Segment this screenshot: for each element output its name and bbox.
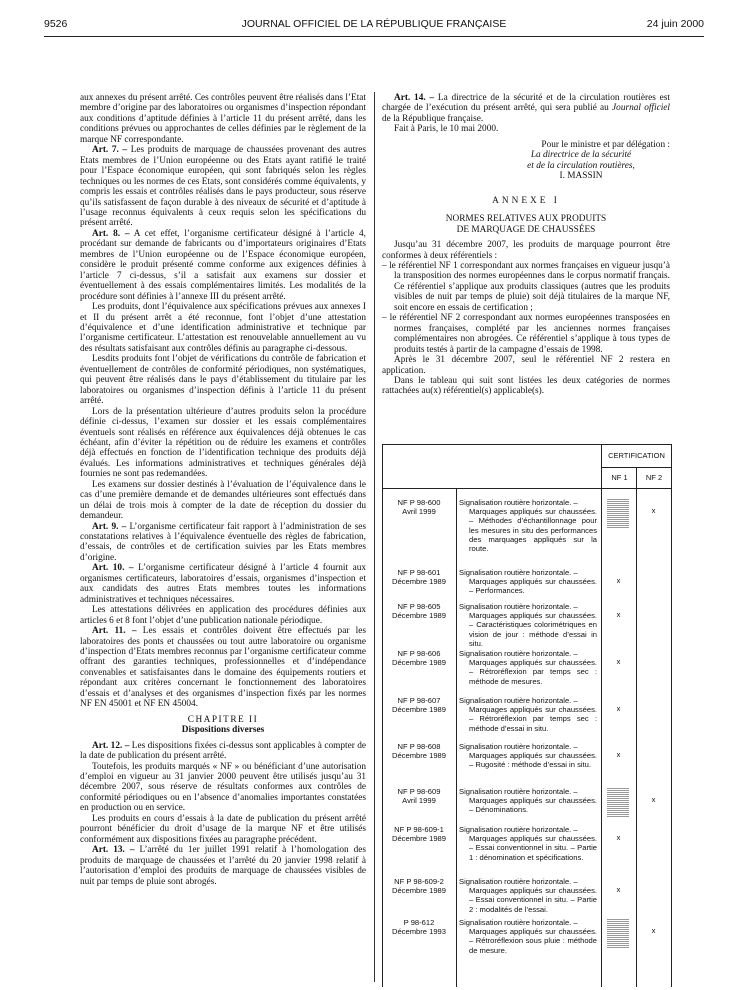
norm-description	[459, 742, 597, 770]
norm-reference	[383, 742, 455, 760]
norm-code: NF P 98-607	[397, 696, 441, 705]
hatched-cell	[607, 498, 629, 528]
norm-code: NF P 98-609	[397, 787, 441, 796]
paragraph: Jusqu’au 31 décembre 2007, les produits de marquage pourront être conformes à deux référentiels :	[382, 240, 670, 261]
norm-reference	[383, 877, 455, 895]
norm-code: NF P 98-600	[397, 498, 441, 507]
article-12	[80, 741, 366, 762]
table-row	[383, 787, 671, 821]
description-title: Signalisation routière horizontale. –	[459, 498, 578, 507]
article-label: Art. 11. –	[92, 626, 137, 637]
table-row	[383, 602, 671, 646]
norm-code: NF P 98-605	[397, 602, 441, 611]
norm-reference	[383, 602, 455, 620]
paragraph: Les attestations délivrées en application des procédures définies aux articles 6 et 8 font l’objet d’une publication nationale périodique.	[80, 605, 366, 626]
paragraph: Les produits, dont l’équivalence aux spécifications prévues aux annexes I et II du présent arrêt a été reconnue, font l’objet d’une attestation d’équivalence et d’une identification administrative et technique par l’organisme certificateur. L’attestation est renouvelable annuellement au vu des résultats satisfaisant aux contrôles définis au paragraphe ci-dessous.	[80, 302, 366, 354]
norm-date: Décembre 1989	[391, 705, 447, 715]
signature-line: et de la circulation routières,	[527, 160, 635, 171]
article-label: Art. 13. –	[92, 845, 135, 856]
description-detail: Marquages appliqués sur chaussées. – Méthodes d’échantillonnage pour les mesures in situ des performances des marquages appliqués sur la route.	[469, 507, 597, 554]
article-8	[80, 229, 366, 302]
article-text: Les essais et contrôles doivent être effectués par les laboratoires des ponts et chaussées ou tout autre laboratoire ou organisme d’inspection d’Etats membres reconnus par l’organisme certificateur comme offrant des garanties techniques, professionnelles et d’indépendance convenables et satisfaisantes dans le domaine des équipements routiers et répondant aux critères concernant le fonctionnement des laboratoires d’essais et d’analyses et des organismes d’inspection fixés par les normes NF EN 45001 et NF EN 45004.	[80, 626, 367, 710]
norm-date: Décembre 1989	[391, 751, 447, 761]
column-divider	[374, 92, 375, 982]
place-date: Fait à Paris, le 10 mai 2000.	[394, 124, 499, 135]
paragraph: Les examens sur dossier destinés à l’évaluation de l’équivalence dans le cas d’une première demande et de demandes ultérieures sont effectués dans un délai de trois mois à compter de la date de réception du dossier du demandeur.	[80, 479, 366, 522]
description-detail: Marquages appliqués sur chaussées. – Rugosité : méthode d’essai in situ.	[469, 751, 597, 770]
list-item: – le référentiel NF 1 correspondant aux normes françaises en vigueur jusqu’à la transposition des normes européennes dans le corpus normatif français. Ce référentiel s’applique aux produits classiques (autres que les produits visibles de nuit par temps de pluie) soit déjà titulaires de la marque NF, soit encore en essais de certification ;	[382, 260, 670, 313]
description-title: Signalisation routière horizontale. –	[459, 825, 578, 834]
norm-date: Décembre 1989	[391, 611, 447, 621]
norm-description	[459, 825, 597, 862]
article-label: Art. 7. –	[92, 145, 128, 156]
nf1-mark: x	[616, 657, 621, 666]
nf1-mark: x	[616, 885, 621, 894]
article-text: A cet effet, l’organisme certificateur désigné à l’article 4, procédant sur demande de fabricants ou d’importateurs originaires d’Etats membres de l’Union européenne ou de l’Espace économique européen, considère le produit présenté comme conforme aux exigences définies à l’article 7 ci-dessus, s’il a satisfait aux examens sur dossier et éventuellement à des essais complémentaires limités. Les modalités de la procédure sont définies à l’annexe III du présent arrêté.	[80, 228, 366, 302]
norm-date: Décembre 1989	[391, 577, 447, 587]
journal-reference: Journal officiel	[612, 103, 671, 114]
left-column	[80, 93, 366, 887]
article-13	[80, 845, 366, 887]
hatched-cell	[607, 918, 629, 948]
norm-code: NF P 98-606	[397, 649, 441, 658]
referentiel-list	[382, 261, 670, 355]
signature-line: Pour le ministre et par délégation :	[541, 139, 670, 150]
article-text: L’arrêté du 1er juillet 1991 relatif à l’homologation des produits de marquage de chaussées et l’arrêté du 20 janvier 1998 relatif à l’autorisation d’emploi des produits de marquage de chaussées visibles de nuit par temps de pluie sont abrogés.	[80, 845, 366, 887]
paragraph: Toutefois, les produits marqués « NF » ou bénéficiant d’une autorisation d’emploi en vigueur au 31 janvier 2000 peuvent être utilisés jusqu’au 31 décembre 2007, sous réserve de résultats conformes aux contrôles de conformité périodiques ou en l’absence d’anomalies importantes constatées en production ou en service.	[80, 761, 366, 814]
article-text: L’organisme certificateur fait rapport à l’administration de ses constatations relatives à l’équivalence éventuelle des règles de fabrication, d’essais, de contrôles et de certification suivies par les Etats membres d’origine.	[80, 521, 367, 563]
article-label: Art. 14. –	[394, 93, 435, 103]
norm-date: Décembre 1989	[391, 886, 447, 896]
certification-header: CERTIFICATION	[601, 445, 671, 468]
norm-date: Décembre 1989	[391, 834, 447, 844]
paragraph: Les produits en cours d’essais à la date de publication du présent arrêté pourront bénéficier du droit d’usage de la marque NF et être utilisés conformément aux dispositions fixées au paragraphe précédent.	[80, 813, 366, 845]
norm-reference	[383, 696, 455, 714]
nf2-mark: x	[651, 926, 656, 935]
nf1-mark: x	[616, 750, 621, 759]
article-text: Les produits de marquage de chaussées provenant des autres Etats membres de l’Union européenne ou des Etats ayant ratifié le traité pour l’Espace économique européen, qui sont fabriqués selon les règles techniques ou les normes de ces Etats, sont considérés comme équivalents, y compris les essais et contrôles réalisés dans le pays producteur, sous réserve qu’ils satisfassent de façon durable à des niveaux de sécurité et d’aptitude à l’usage reconnus équivalents à ceux requis selon les spécifications du présent arrêté.	[80, 145, 366, 229]
description-detail: Marquages appliqués sur chaussées. – Essai conventionnel in situ. – Partie 2 : modalités de l’essai.	[469, 886, 597, 914]
signature-line: La directrice de la sécurité	[530, 150, 632, 161]
nf1-mark: x	[616, 576, 621, 585]
list-item: – le référentiel NF 2 correspondant aux normes européennes transposées en normes françaises, complété par les anciennes normes françaises complémentaires non abrogées. Ce référentiel s’applique à tous types de produits testés à partir de la campagne d’essais de 1998.	[382, 313, 670, 355]
table-header	[383, 445, 671, 489]
description-title: Signalisation routière horizontale. –	[459, 742, 578, 751]
table-row	[383, 742, 671, 784]
hatched-cell	[607, 787, 629, 817]
annex-heading: NORMES RELATIVES AUX PRODUITS	[445, 214, 607, 225]
norm-code: NF P 98-608	[397, 742, 441, 751]
table-row	[383, 696, 671, 740]
article-9	[80, 522, 366, 564]
paragraph: Lors de la présentation ultérieure d’autres produits selon la procédure définie ci-dessus, l’examen sur dossier et les essais complémentaires éventuels sont réalisés en référence aux équivalences déjà obtenues le cas échéant, afin d’éviter la répétition ou de réduire les examens et contrôles déjà effectués en fonction de l’identification technique des produits déjà évalués. Les informations administratives et techniques générales déjà fournies ne sont pas redemandées.	[80, 406, 366, 480]
paragraph: Lesdits produits font l’objet de vérifications du contrôle de fabrication et éventuellement de contrôles de conformité périodiques, non systématiques, qui peuvent être réalisés dans le pays d’établissement du titulaire par les laboratoires ou organismes d’inspection définis à l’article 11 du présent arrêté.	[80, 354, 366, 407]
article-7	[80, 145, 366, 229]
description-detail: Marquages appliqués sur chaussées. – Rétroréflexion par temps sec : méthode d’essai in situ.	[469, 705, 597, 733]
norm-description	[459, 602, 597, 648]
article-label: Art. 10. –	[92, 563, 134, 574]
header-rule	[44, 36, 704, 37]
norm-code: NF P 98-609-1	[394, 825, 444, 834]
norm-reference	[383, 918, 455, 936]
table-row	[383, 649, 671, 693]
description-title: Signalisation routière horizontale. –	[459, 649, 578, 658]
nf2-header: NF 2	[636, 467, 671, 488]
table-row	[383, 498, 671, 560]
nf1-mark: x	[616, 704, 621, 713]
norm-description	[459, 696, 597, 733]
norm-description	[459, 568, 597, 596]
table-row	[383, 825, 671, 873]
norm-reference	[383, 825, 455, 843]
table-row	[383, 918, 671, 968]
norm-description	[459, 787, 597, 815]
description-detail: Marquages appliqués sur chaussées. – Caractéristiques colorimétriques en vision de jour : méthode d’essai in situ.	[469, 611, 597, 648]
annex-title: ANNEXE I	[492, 195, 560, 206]
page-header	[44, 18, 704, 34]
norm-description	[459, 649, 597, 686]
article-text: Les dispositions fixées ci-dessus sont applicables à compter de la date de publication du présent arrêté.	[80, 740, 366, 762]
issue-date: 24 juin 2000	[646, 18, 704, 30]
norm-description	[459, 877, 597, 914]
norm-date: Décembre 1989	[391, 658, 447, 668]
norm-reference	[383, 498, 455, 516]
article-label: Art. 8. –	[92, 228, 130, 239]
article-11	[80, 626, 366, 710]
journal-title: JOURNAL OFFICIEL DE LA RÉPUBLIQUE FRANÇAISE	[241, 18, 507, 30]
article-label: Art. 12. –	[92, 740, 130, 751]
norm-code: NF P 98-609-2	[394, 877, 444, 886]
table-row	[383, 568, 671, 598]
norm-date: Décembre 1993	[391, 927, 447, 937]
norm-reference	[383, 787, 455, 805]
description-detail: Marquages appliqués sur chaussées. – Essai conventionnel in situ. – Partie 1 : dénomination et spécifications.	[469, 834, 597, 862]
norm-date: Avril 1999	[402, 796, 436, 806]
description-detail: Marquages appliqués sur chaussées. – Dénominations.	[469, 796, 597, 815]
nf2-mark: x	[651, 506, 656, 515]
annex-heading: DE MARQUAGE DE CHAUSSÉES	[456, 224, 596, 235]
description-title: Signalisation routière horizontale. –	[459, 877, 578, 886]
norm-description	[459, 918, 597, 955]
nf1-mark: x	[616, 610, 621, 619]
description-title: Signalisation routière horizontale. –	[459, 918, 578, 927]
signatory-name: I. MASSIN	[559, 171, 603, 182]
description-title: Signalisation routière horizontale. –	[459, 696, 578, 705]
description-detail: Marquages appliqués sur chaussées. – Rétroréflexion sous pluie : méthode de mesure.	[469, 927, 597, 955]
nf1-mark: x	[616, 833, 621, 842]
chapter-number: CHAPITRE II	[187, 714, 259, 725]
article-label: Art. 9. –	[92, 521, 127, 532]
article-10	[80, 563, 366, 605]
page-number: 9526	[44, 18, 68, 30]
norm-reference	[383, 568, 455, 586]
chapter-title: Dispositions diverses	[181, 725, 265, 736]
right-column	[382, 93, 670, 397]
norm-description	[459, 498, 597, 553]
norm-date: Avril 1999	[402, 507, 436, 517]
description-detail: Marquages appliqués sur chaussées. – Rétroréflexion par temps sec : méthode de mesures.	[469, 658, 597, 686]
article-14: Art. 14. – La directrice de la sécurité et de la circulation routières est chargée de l’exécution du présent arrêté, qui sera publié au Journal officiel de la République française.	[382, 93, 671, 124]
nf1-header: NF 1	[601, 467, 637, 488]
description-title: Signalisation routière horizontale. –	[459, 787, 578, 796]
description-detail: Marquages appliqués sur chaussées. – Performances.	[469, 577, 597, 596]
paragraph: Après le 31 décembre 2007, seul le référentiel NF 2 restera en application.	[382, 355, 670, 376]
paragraph: Dans le tableau qui suit sont listées les deux catégories de normes rattachées au(x) référentiel(s) applicable(s).	[382, 375, 670, 397]
norm-code: NF P 98-601	[397, 568, 441, 577]
table-row	[383, 877, 671, 915]
description-title: Signalisation routière horizontale. –	[459, 602, 578, 611]
norm-reference	[383, 649, 455, 667]
description-title: Signalisation routière horizontale. –	[459, 568, 578, 577]
paragraph: aux annexes du présent arrêté. Ces contrôles peuvent être réalisés dans l’Etat membre d’origine par des laboratoires ou organismes d’inspection répondant aux conditions d’aptitude définies à l’article 11 du présent arrêté, dans les conditions prévues ou approchantes de celles définies par le règlement de la marque NF correspondante.	[80, 93, 366, 145]
norm-code: P 98-612	[403, 918, 435, 927]
nf2-mark: x	[651, 795, 656, 804]
norms-table	[382, 444, 672, 987]
article-text: L’organisme certificateur désigné à l’article 4 fournit aux organismes certificateurs, laboratoires d’essais, organismes d’inspection et aux candidats des autres Etats membres toutes les informations administratives et techniques nécessaires.	[80, 563, 366, 605]
